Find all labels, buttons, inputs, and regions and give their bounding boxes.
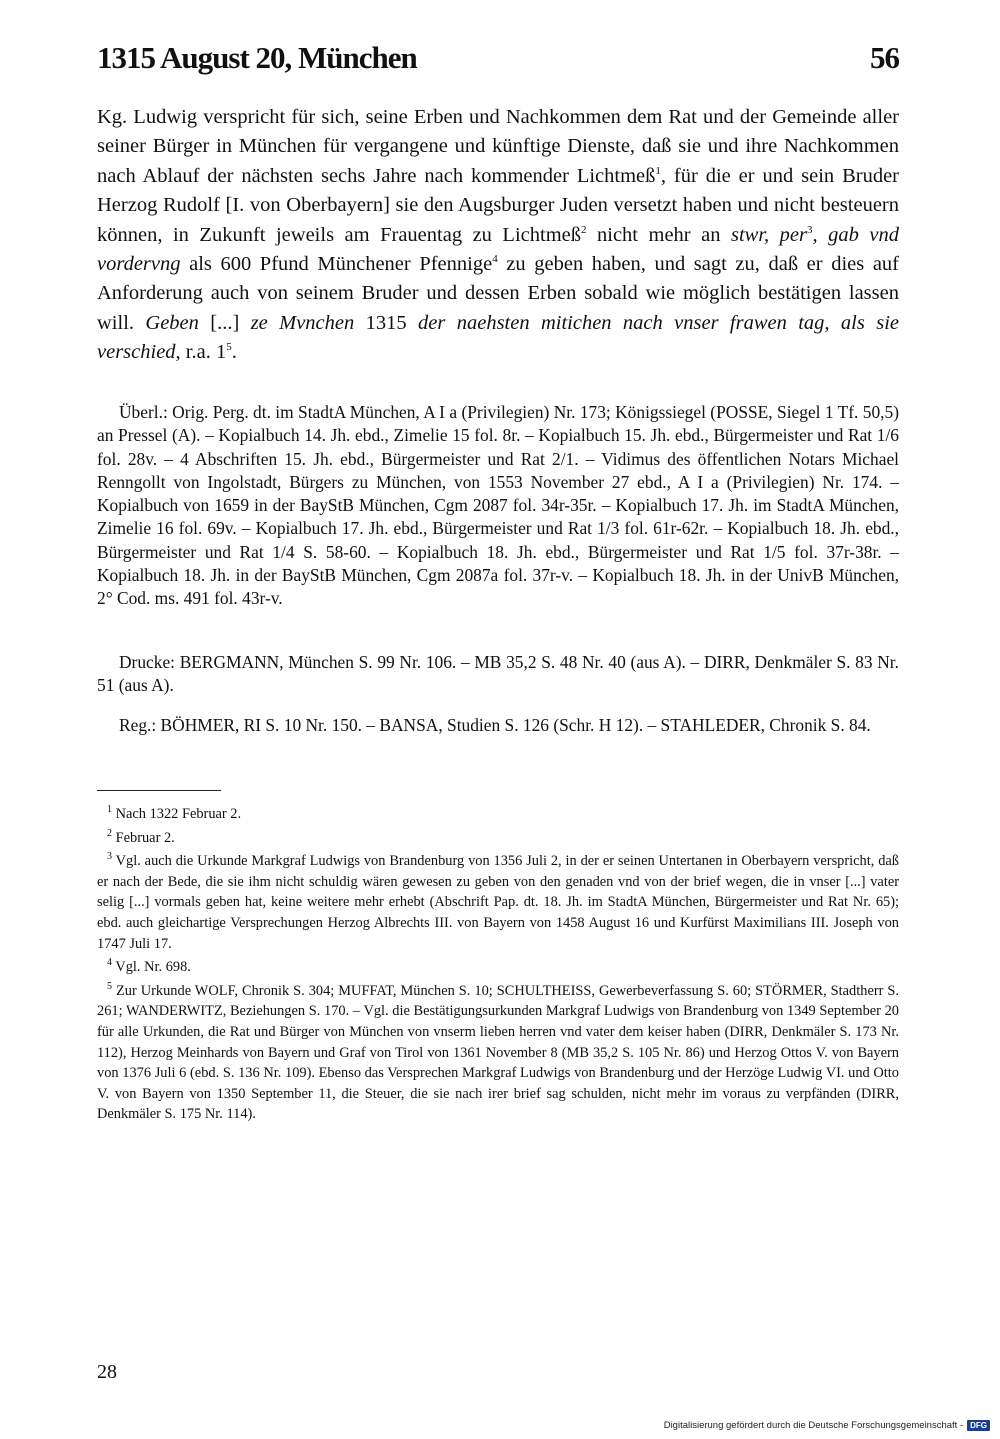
drucke-block xyxy=(97,651,899,698)
document-number: 56 xyxy=(870,40,899,75)
quotation: der naehsten mitichen nach vnser frawen tag, als sie verschied xyxy=(97,311,899,364)
footnote-ref[interactable]: 5 xyxy=(226,341,232,354)
abstract-text: Kg. Ludwig verspricht für sich, seine Erben und Nachkommen dem Rat und der Gemeinde aller seiner Bürger in München für vergangene und künftige Dienste, daß sie und ihre Nachkommen nach Ablauf der nächsten sechs Jahre nach kommender Lichtmeß xyxy=(97,106,899,187)
abstract-text: zu geben haben, und sagt zu, daß er dies auf Anforderung auch von seinem Bruder und dessen Erben sobald wie möglich bestätigen lassen will. xyxy=(97,253,899,334)
abstract-text: 1315 xyxy=(354,311,419,334)
abstract-paragraph xyxy=(97,103,899,368)
quotation: , gab vnd vordervng xyxy=(97,223,899,276)
dfg-credit xyxy=(664,1420,990,1431)
ueberlieferung-block xyxy=(97,401,899,611)
credit-text: Digitalisierung gefördert durch die Deutsche Forschungsgemeinschaft - xyxy=(663,1420,964,1431)
abstract-text: . xyxy=(231,341,237,364)
footnote-ref[interactable]: 2 xyxy=(581,223,587,236)
footnote-ref[interactable]: 1 xyxy=(655,164,661,177)
footnote xyxy=(97,828,899,849)
footnote-mark: 5 xyxy=(107,980,112,992)
page-number: 28 xyxy=(97,1361,117,1383)
footnote-text: Nach 1322 Februar 2. xyxy=(115,806,242,822)
document-title: 1315 August 20, München xyxy=(97,40,417,75)
footnote xyxy=(97,804,899,825)
abstract-text: , r.a. 1 xyxy=(175,341,227,364)
footnote-mark: 4 xyxy=(107,957,112,969)
footnote xyxy=(97,851,899,954)
dfg-logo-icon: DFG xyxy=(967,1420,990,1431)
footnote-mark: 2 xyxy=(107,827,112,839)
ueberlieferung-text: Überl.: Orig. Perg. dt. im StadtA München, A I a (Privilegien) Nr. 173; Königssiegel (POSSE, Siegel 1 Tf. 50,5) an Pressel (A). – Kopialbuch 14. Jh. ebd., Zimelie 15 fol. 8r. – Kopialbuch 15. Jh. ebd., Bürgermeister und Rat 1/6 fol. 28v. – 4 Abschriften 15. Jh. ebd., Bürgermeister und Rat 2/1. – Vidimus des öffentlichen Notars Michael Renngollt von Ingolstadt, Bürgers zu München, von 1553 November 27 ebd., A I a (Privilegien) Nr. 174. – Kopialbuch von 1659 in der BayStB München, Cgm 2087 fol. 34r-35r. – Kopialbuch 17. Jh. im StadtA München, Zimelie 16 fol. 69v. – Kopialbuch 17. Jh. ebd., Bürgermeister und Rat 1/3 fol. 61r-62r. – Kopialbuch 18. Jh. ebd., Bürgermeister und Rat 1/4 S. 58-60. – Kopialbuch 18. Jh. ebd., Bürgermeister und Rat 1/5 fol. 37r-38r. – Kopialbuch 18. Jh. in der BayStB München, Cgm 2087a fol. 37r-v. – Kopialbuch 18. Jh. in der UnivB München, 2° Cod. ms. 491 fol. 43r-v. xyxy=(97,402,899,609)
footnote xyxy=(97,957,899,978)
footnotes xyxy=(97,804,899,1128)
quotation: Geben xyxy=(145,311,199,334)
abstract-text: nicht mehr an xyxy=(586,223,731,246)
quotation: ze Mvnchen xyxy=(250,311,355,334)
drucke-text: Drucke: BERGMANN, München S. 99 Nr. 106. – MB 35,2 S. 48 Nr. 40 (aus A). – DIRR, Denkmäler S. 83 Nr. 51 (aus A). xyxy=(97,652,899,696)
footnote-text: Februar 2. xyxy=(115,829,175,846)
regesten-text: Reg.: BÖHMER, RI S. 10 Nr. 150. – BANSA, Studien S. 126 (Schr. H 12). – STAHLEDER, Chronik S. 84. xyxy=(119,715,871,735)
regesten-block xyxy=(97,714,899,737)
footnote-ref[interactable]: 3 xyxy=(807,223,813,236)
footnote-mark: 3 xyxy=(107,851,112,863)
footnote-text: Zur Urkunde WOLF, Chronik S. 304; MUFFAT, München S. 10; SCHULTHEISS, Gewerbeverfassung S. 60; STÖRMER, Stadtherr S. 261; WANDERWITZ, Beziehungen S. 170. – Vgl. die Bestätigungsurkunden Markgraf Ludwigs von Brandenburg von 1349 September 20 für alle Urkunden, die Rat und Bürger von München von vnserm lieben herren vnd vater dem keiser haben (DIRR, Denkmäler S. 173 Nr. 112), Herzog Meinhards von Bayern und Graf von Tirol von 1361 November 8 (MB 35,2 S. 105 Nr. 86) und Herzog Ottos V. von Bayern von 1376 Juli 6 (ebd. S. 136 Nr. 109). Ebenso das Versprechen Markgraf Ludwigs von Brandenburg und der Herzöge Ludwig VI. und Otto V. von Bayern von 1350 September 11, die Steuer, die sie nach irer brief sag schulden, nicht mehr im voraus zu verpfänden (DIRR, Denkmäler S. 175 Nr. 114). xyxy=(97,982,899,1123)
abstract-text: [...] xyxy=(198,311,251,334)
page-header xyxy=(97,40,899,88)
footnote-separator xyxy=(97,790,221,791)
quotation: stwr, per xyxy=(730,223,807,246)
footnote-mark: 1 xyxy=(107,804,112,816)
footnote-text: Vgl. Nr. 698. xyxy=(115,959,191,976)
abstract-text: , für die er und sein Bruder Herzog Rudolf [I. von Oberbayern] sie den Augsburger Juden versetzt haben und nicht besteuern können, in Zukunft jeweils am Frauentag zu Lichtmeß xyxy=(97,164,899,246)
abstract-text: als 600 Pfund Münchener Pfennige xyxy=(180,253,493,276)
footnote-ref[interactable]: 4 xyxy=(492,253,498,266)
footnote-text: Vgl. auch die Urkunde Markgraf Ludwigs von Brandenburg von 1356 Juli 2, in der er seinen Untertanen in Oberbayern verspricht, daß er nach der Bede, die sie ihm nicht schuldig wären gewesen zu geben von den genaden vnd von der brief wegen, die in vnser [...] vater selig [...] vormals geben hat, keine weitere mehr erhebt (Abschrift Pap. dt. 18. Jh. im StadtA München, Bürgermeister und Rat Nr. 65); ebd. auch gleichartige Versprechungen Herzog Albrechts III. von Bayern von 1458 August 16 und Kurfürst Maximilians III. Joseph von 1747 Juli 17. xyxy=(97,853,899,952)
footnote xyxy=(97,981,899,1125)
